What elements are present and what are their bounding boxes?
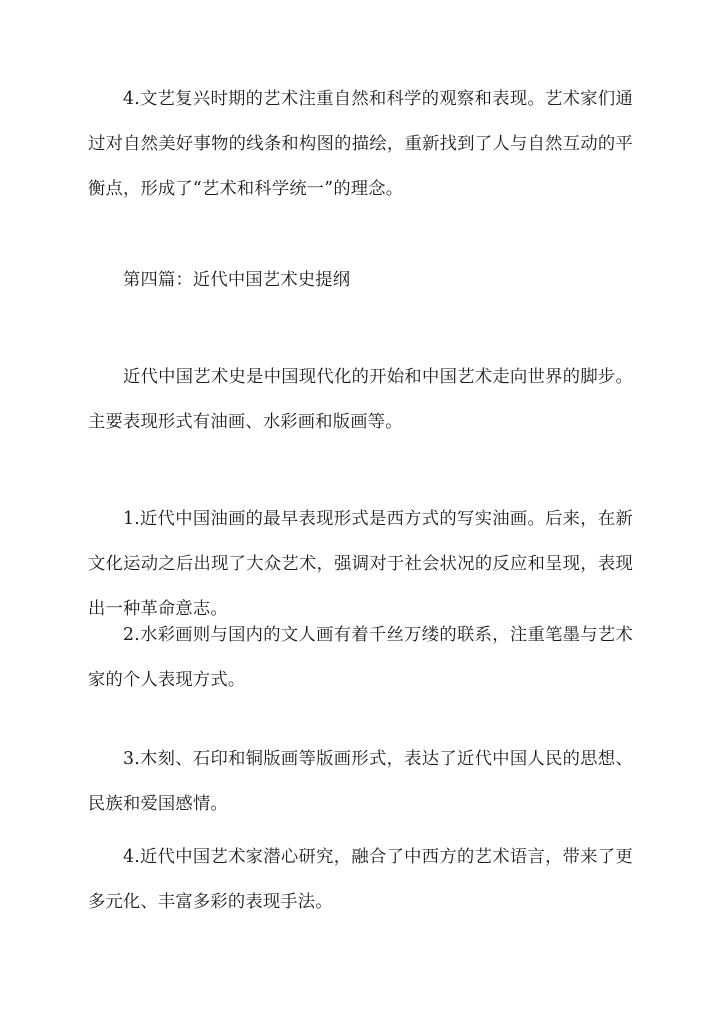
paragraph-oil-painting: 1.近代中国油画的最早表现形式是西方式的写实油画。后来，在新文化运动之后出现了大众艺术，强调对于社会状况的反应和呈现，表现出一种革命意志。 <box>88 509 633 619</box>
paragraph-renaissance-point-4: 4.文艺复兴时期的艺术注重自然和科学的观察和表现。艺术家们通过对自然美好事物的线条和构图的描绘，重新找到了人与自然互动的平衡点，形成了“艺术和科学统一”的理念。 <box>88 89 633 199</box>
paragraph-printmaking: 3.木刻、石印和铜版画等版画形式，表达了近代中国人民的思想、民族和爱国感情。 <box>88 749 633 814</box>
paragraph-watercolor: 2.水彩画则与国内的文人画有着千丝万缕的联系，注重笔墨与艺术家的个人表现方式。 <box>88 625 633 690</box>
paragraph-integration: 4.近代中国艺术家潜心研究，融合了中西方的艺术语言，带来了更多元化、丰富多彩的表现手法。 <box>88 847 633 912</box>
paragraph-modern-art-intro: 近代中国艺术史是中国现代化的开始和中国艺术走向世界的脚步。主要表现形式有油画、水彩画和版画等。 <box>88 367 633 432</box>
section-heading: 第四篇：近代中国艺术史提纲 <box>123 270 351 290</box>
